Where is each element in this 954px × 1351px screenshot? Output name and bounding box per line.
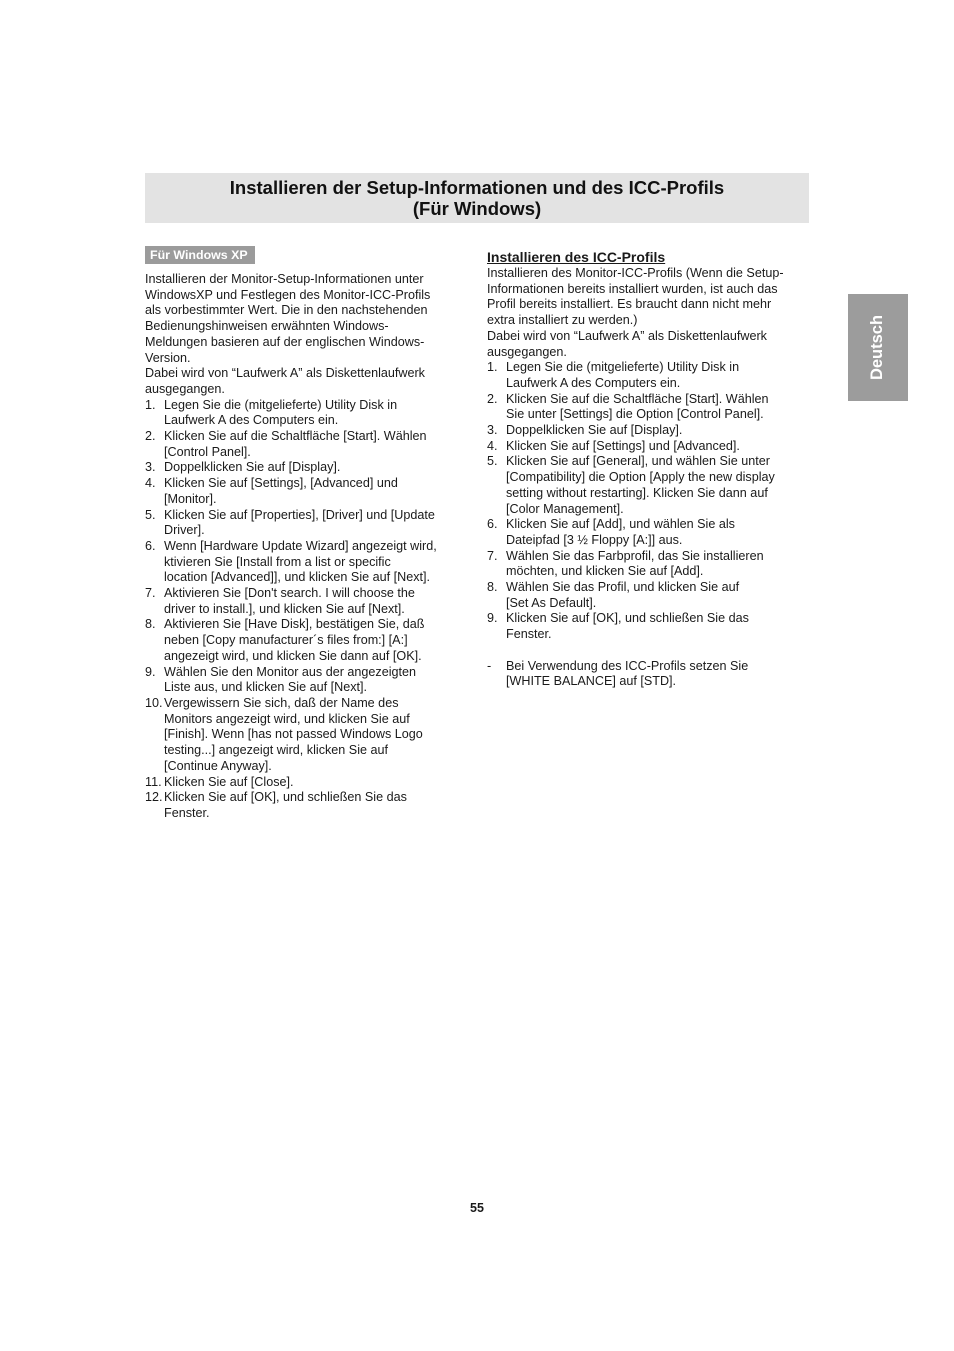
step-text-line: driver to install.], und klicken Sie auf [Next].: [164, 601, 405, 616]
left-intro-line: ausgegangen.: [145, 381, 225, 396]
step-item: [487, 392, 809, 423]
step-item: [145, 665, 465, 696]
step-item: [487, 360, 809, 391]
note-gap: [487, 643, 809, 659]
note-bullet: -: [487, 658, 492, 673]
step-item: [487, 517, 809, 548]
step-text-line: Legen Sie die (mitgelieferte) Utility Disk in: [506, 360, 740, 375]
step-text: [164, 508, 465, 539]
step-item: [487, 439, 809, 455]
step-text-line: [Control Panel].: [164, 444, 251, 459]
step-text-line: Monitors angezeigt wird, und klicken Sie auf: [164, 711, 410, 726]
left-intro-line: Version.: [145, 350, 191, 365]
step-text-line: Wenn [Hardware Update Wizard] angezeigt wird,: [164, 538, 437, 553]
step-number: 9.: [487, 611, 498, 626]
left-steps-list: [145, 398, 465, 822]
step-item: [487, 549, 809, 580]
step-text-line: Aktivieren Sie [Don't search. I will choose the: [164, 586, 415, 601]
step-text-line: [Compatibility] die Option [Apply the new display: [506, 470, 775, 485]
step-item: [487, 423, 809, 439]
step-text-line: location [Advanced]], und klicken Sie auf [Next].: [164, 570, 431, 585]
step-text-line: ktivieren Sie [Install from a list or specific: [164, 554, 391, 569]
step-number: 2.: [145, 429, 156, 444]
page-number: 55: [470, 1201, 484, 1215]
step-text: [506, 517, 809, 548]
note-list: [487, 659, 809, 690]
windows-xp-tag: Für Windows XP: [145, 246, 255, 264]
step-text-line: neben [Copy manufacturer´s files from:] [A:]: [164, 633, 408, 648]
step-text: [164, 476, 465, 507]
step-text-line: Klicken Sie auf die Schaltfläche [Start]. Wählen: [164, 429, 427, 444]
note-item: [487, 659, 809, 690]
step-text-line: Sie unter [Settings] die Option [Control Panel].: [506, 407, 764, 422]
left-intro: [145, 272, 465, 398]
step-text-line: setting without restarting]. Klicken Sie dann auf: [506, 485, 768, 500]
step-text: [506, 454, 809, 517]
step-text-line: Klicken Sie auf [Settings], [Advanced] und: [164, 476, 398, 491]
step-number: 5.: [487, 454, 498, 469]
step-text-line: Klicken Sie auf [Properties], [Driver] und [Update: [164, 507, 435, 522]
right-intro-line: Dabei wird von “Laufwerk A” als Diskettenlaufwerk: [487, 328, 767, 343]
page-title-line-2: (Für Windows): [412, 198, 542, 219]
right-intro-line: Profil bereits installiert. Es braucht dann nicht mehr: [487, 297, 772, 312]
step-number: 5.: [145, 507, 156, 522]
step-text-line: [Finish]. Wenn [has not passed Windows Logo: [164, 727, 423, 742]
title-banner: [145, 173, 809, 223]
step-number: 3.: [487, 423, 498, 438]
step-text-line: Fenster.: [164, 805, 210, 820]
step-item: [145, 790, 465, 821]
right-intro-line: extra installiert zu werden.): [487, 313, 638, 328]
right-steps-list: [487, 360, 809, 643]
step-item: [145, 586, 465, 617]
icc-section-heading: Installieren des ICC-Profils: [487, 249, 666, 265]
step-item: [145, 476, 465, 507]
step-item: [487, 454, 809, 517]
step-text: [164, 460, 465, 476]
step-text: [506, 439, 809, 455]
step-text-line: Laufwerk A des Computers ein.: [506, 375, 681, 390]
step-text: [164, 398, 465, 429]
step-number: 7.: [487, 548, 498, 563]
step-text-line: Klicken Sie auf [Close].: [164, 774, 294, 789]
step-text-line: Fenster.: [506, 627, 552, 642]
step-text: [506, 423, 809, 439]
step-text-line: Klicken Sie auf die Schaltfläche [Start]. Wählen: [506, 391, 769, 406]
step-text: [506, 580, 809, 611]
step-item: [487, 611, 809, 642]
step-text: [164, 429, 465, 460]
step-text-line: Doppelklicken Sie auf [Display].: [506, 423, 683, 438]
step-text-line: Wählen Sie das Farbprofil, das Sie installieren: [506, 548, 764, 563]
step-number: 3.: [145, 460, 156, 475]
step-text-line: angezeigt wird, und klicken Sie dann auf [OK].: [164, 648, 422, 663]
step-text-line: Wählen Sie das Profil, und klicken Sie auf: [506, 580, 740, 595]
step-text-line: [Monitor].: [164, 491, 217, 506]
step-number: 11.: [145, 774, 162, 789]
step-text: [164, 775, 465, 791]
left-column: [145, 246, 465, 822]
left-intro-line: Bedienungshinweisen erwähnten Windows-: [145, 319, 389, 334]
left-intro-line: als vorbestimmter Wert. Die in den nachstehenden: [145, 303, 428, 318]
left-intro-line: Installieren der Monitor-Setup-Informationen unter: [145, 272, 424, 286]
step-number: 7.: [145, 586, 156, 601]
step-text-line: Dateipfad [3 ½ Floppy [A:]] aus.: [506, 532, 683, 547]
step-text-line: [Color Management].: [506, 501, 624, 516]
step-text: [164, 790, 465, 821]
note-text: [506, 659, 809, 690]
note-text-line: Bei Verwendung des ICC-Profils setzen Sie: [506, 658, 749, 673]
step-text-line: testing...] angezeigt wird, klicken Sie auf: [164, 743, 389, 758]
step-number: 9.: [145, 664, 156, 679]
step-number: 6.: [145, 538, 156, 553]
step-number: 4.: [145, 476, 156, 491]
step-text: [164, 617, 465, 664]
step-text-line: Laufwerk A des Computers ein.: [164, 413, 339, 428]
step-number: 2.: [487, 391, 498, 406]
step-text: [506, 392, 809, 423]
left-intro-line: Dabei wird von “Laufwerk A” als Diskettenlaufwerk: [145, 366, 425, 381]
left-intro-line: Meldungen basieren auf der englischen Windows-: [145, 334, 425, 349]
step-item: [145, 429, 465, 460]
step-text: [506, 360, 809, 391]
right-intro: [487, 266, 809, 360]
step-text-line: [Set As Default].: [506, 595, 597, 610]
step-text: [164, 586, 465, 617]
step-text: [164, 539, 465, 586]
right-intro-line: Installieren des Monitor-ICC-Profils (Wenn die Setup-: [487, 266, 784, 280]
note-text-line: [WHITE BALANCE] auf [STD].: [506, 674, 677, 689]
step-item: [145, 617, 465, 664]
step-number: 12.: [145, 790, 163, 805]
right-column: [487, 249, 809, 690]
step-item: [145, 696, 465, 775]
step-item: [145, 398, 465, 429]
language-side-tab-label: Deutsch: [868, 314, 887, 381]
step-text: [506, 611, 809, 642]
step-text-line: Klicken Sie auf [OK], und schließen Sie das: [164, 790, 407, 805]
step-item: [145, 460, 465, 476]
step-text: [164, 665, 465, 696]
step-number: 6.: [487, 517, 498, 532]
step-text-line: Aktivieren Sie [Have Disk], bestätigen Sie, daß: [164, 617, 425, 632]
step-text-line: Klicken Sie auf [Settings] und [Advanced].: [506, 438, 740, 453]
step-item: [145, 539, 465, 586]
step-item: [145, 508, 465, 539]
step-text-line: Doppelklicken Sie auf [Display].: [164, 460, 341, 475]
step-text-line: Driver].: [164, 523, 205, 538]
step-text: [506, 549, 809, 580]
step-item: [487, 580, 809, 611]
step-text-line: [Continue Anyway].: [164, 758, 272, 773]
step-text-line: Klicken Sie auf [OK], und schließen Sie das: [506, 611, 749, 626]
step-text-line: Vergewissern Sie sich, daß der Name des: [164, 695, 399, 710]
step-number: 8.: [487, 580, 498, 595]
step-number: 4.: [487, 438, 498, 453]
step-number: 10.: [145, 695, 163, 710]
left-intro-line: WindowsXP und Festlegen des Monitor-ICC-Profils: [145, 287, 431, 302]
right-intro-line: ausgegangen.: [487, 344, 567, 359]
step-text-line: Wählen Sie den Monitor aus der angezeigten: [164, 664, 417, 679]
step-item: [145, 775, 465, 791]
step-text-line: Klicken Sie auf [Add], und wählen Sie als: [506, 517, 735, 532]
right-intro-line: Informationen bereits installiert wurden, ist auch das: [487, 281, 778, 296]
language-side-tab: [848, 294, 908, 401]
step-number: 1.: [487, 360, 498, 375]
step-text: [164, 696, 465, 775]
page-title-line-1: Installieren der Setup-Informationen und des ICC-Profils: [229, 177, 725, 198]
step-text-line: Klicken Sie auf [General], und wählen Sie unter: [506, 454, 770, 469]
step-text-line: möchten, und klicken Sie auf [Add].: [506, 564, 704, 579]
step-text-line: Legen Sie die (mitgelieferte) Utility Disk in: [164, 397, 398, 412]
step-number: 8.: [145, 617, 156, 632]
step-number: 1.: [145, 397, 156, 412]
step-text-line: Liste aus, und klicken Sie auf [Next].: [164, 680, 368, 695]
